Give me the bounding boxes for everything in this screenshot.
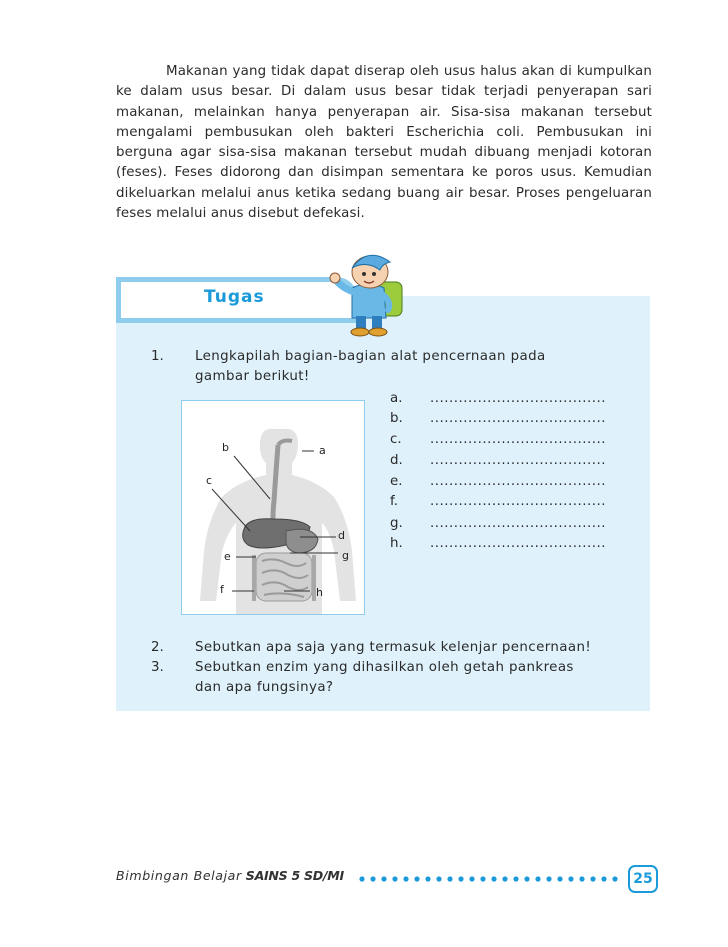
footer-dot bbox=[447, 876, 452, 881]
answer-blank: ..................................... bbox=[430, 474, 606, 489]
figure-label-g: g bbox=[342, 549, 349, 562]
question-text: gambar berikut! bbox=[195, 369, 310, 384]
question-text: Lengkapilah bagian-bagian alat pencernaan pada bbox=[195, 349, 546, 364]
footer-dot bbox=[612, 876, 617, 881]
digestive-system-diagram bbox=[182, 401, 364, 614]
footer-dot bbox=[491, 876, 496, 881]
footer-dot bbox=[502, 876, 507, 881]
answer-letter: d. bbox=[390, 453, 403, 468]
footer-prefix: Bimbingan Belajar bbox=[116, 868, 242, 883]
footer-dot bbox=[370, 876, 375, 881]
answer-blank: ..................................... bbox=[430, 391, 606, 406]
footer-dot bbox=[579, 876, 584, 881]
answer-blank: ..................................... bbox=[430, 516, 606, 531]
footer-dot bbox=[568, 876, 573, 881]
footer-dot bbox=[535, 876, 540, 881]
figure-label-d: d bbox=[338, 529, 345, 542]
footer-dot bbox=[425, 876, 430, 881]
footer-dot-leader bbox=[358, 875, 622, 883]
footer-dot bbox=[601, 876, 606, 881]
answer-blank: ..................................... bbox=[430, 494, 606, 509]
footer-dot bbox=[458, 876, 463, 881]
figure-label-h: h bbox=[316, 586, 323, 599]
footer-dot bbox=[557, 876, 562, 881]
answer-letter: e. bbox=[390, 474, 403, 489]
answer-letter: h. bbox=[390, 536, 403, 551]
digestive-system-figure bbox=[181, 400, 365, 615]
footer-dot bbox=[359, 876, 364, 881]
page-number: 25 bbox=[628, 865, 658, 893]
question-number: 1. bbox=[151, 349, 164, 364]
footer-dot bbox=[546, 876, 551, 881]
figure-label-a: a bbox=[319, 444, 326, 457]
body-paragraph: Makanan yang tidak dapat diserap oleh usus halus akan di kumpulkan ke dalam usus besar. Di dalam usus besar tidak terjadi penyerapan sari makanan, melainkan hanya penyerapan air. Sisa-sisa makanan tersebut mengalami pembusukan oleh bakteri Escherichia coli. Pembusukan ini berguna agar sisa-sisa makanan tersebut mudah dibuang menjadi kotoran (feses). Feses didorong dan disimpan sementara ke poros usus. Kemudian dikeluarkan melalui anus ketika sedang buang air besar. Proses pengeluaran feses melalui anus disebut defekasi. bbox=[116, 64, 652, 222]
answer-blank: ..................................... bbox=[430, 536, 606, 551]
answer-letter: b. bbox=[390, 411, 403, 426]
answer-letter: c. bbox=[390, 432, 402, 447]
footer-dot bbox=[392, 876, 397, 881]
task-title: Tugas bbox=[204, 287, 265, 307]
footer-dot bbox=[381, 876, 386, 881]
footer-dot bbox=[590, 876, 595, 881]
mascot-boy-illustration bbox=[322, 248, 414, 338]
answer-letter: g. bbox=[390, 516, 403, 531]
footer-dot bbox=[414, 876, 419, 881]
answer-blank: ..................................... bbox=[430, 432, 606, 447]
answer-blank: ..................................... bbox=[430, 411, 606, 426]
footer-dot bbox=[480, 876, 485, 881]
answer-letter: f. bbox=[390, 494, 398, 509]
footer-book-title: SAINS 5 SD/MI bbox=[245, 868, 344, 883]
question-text: dan apa fungsinya? bbox=[195, 680, 334, 695]
question-text: Sebutkan enzim yang dihasilkan oleh getah pankreas bbox=[195, 660, 574, 675]
question-text: Sebutkan apa saja yang termasuk kelenjar pencernaan! bbox=[195, 640, 592, 655]
answer-blank: ..................................... bbox=[430, 453, 606, 468]
figure-label-e: e bbox=[224, 550, 231, 563]
footer-dot bbox=[403, 876, 408, 881]
question-number: 2. bbox=[151, 640, 164, 655]
figure-label-f: f bbox=[220, 583, 224, 596]
footer-text bbox=[116, 868, 344, 883]
figure-label-c: c bbox=[206, 474, 213, 487]
answer-letter: a. bbox=[390, 391, 403, 406]
footer-dot bbox=[513, 876, 518, 881]
page-footer bbox=[116, 868, 656, 888]
footer-dot bbox=[469, 876, 474, 881]
question-number: 3. bbox=[151, 660, 164, 675]
footer-dot bbox=[524, 876, 529, 881]
figure-label-b: b bbox=[222, 441, 229, 454]
footer-dot bbox=[436, 876, 441, 881]
